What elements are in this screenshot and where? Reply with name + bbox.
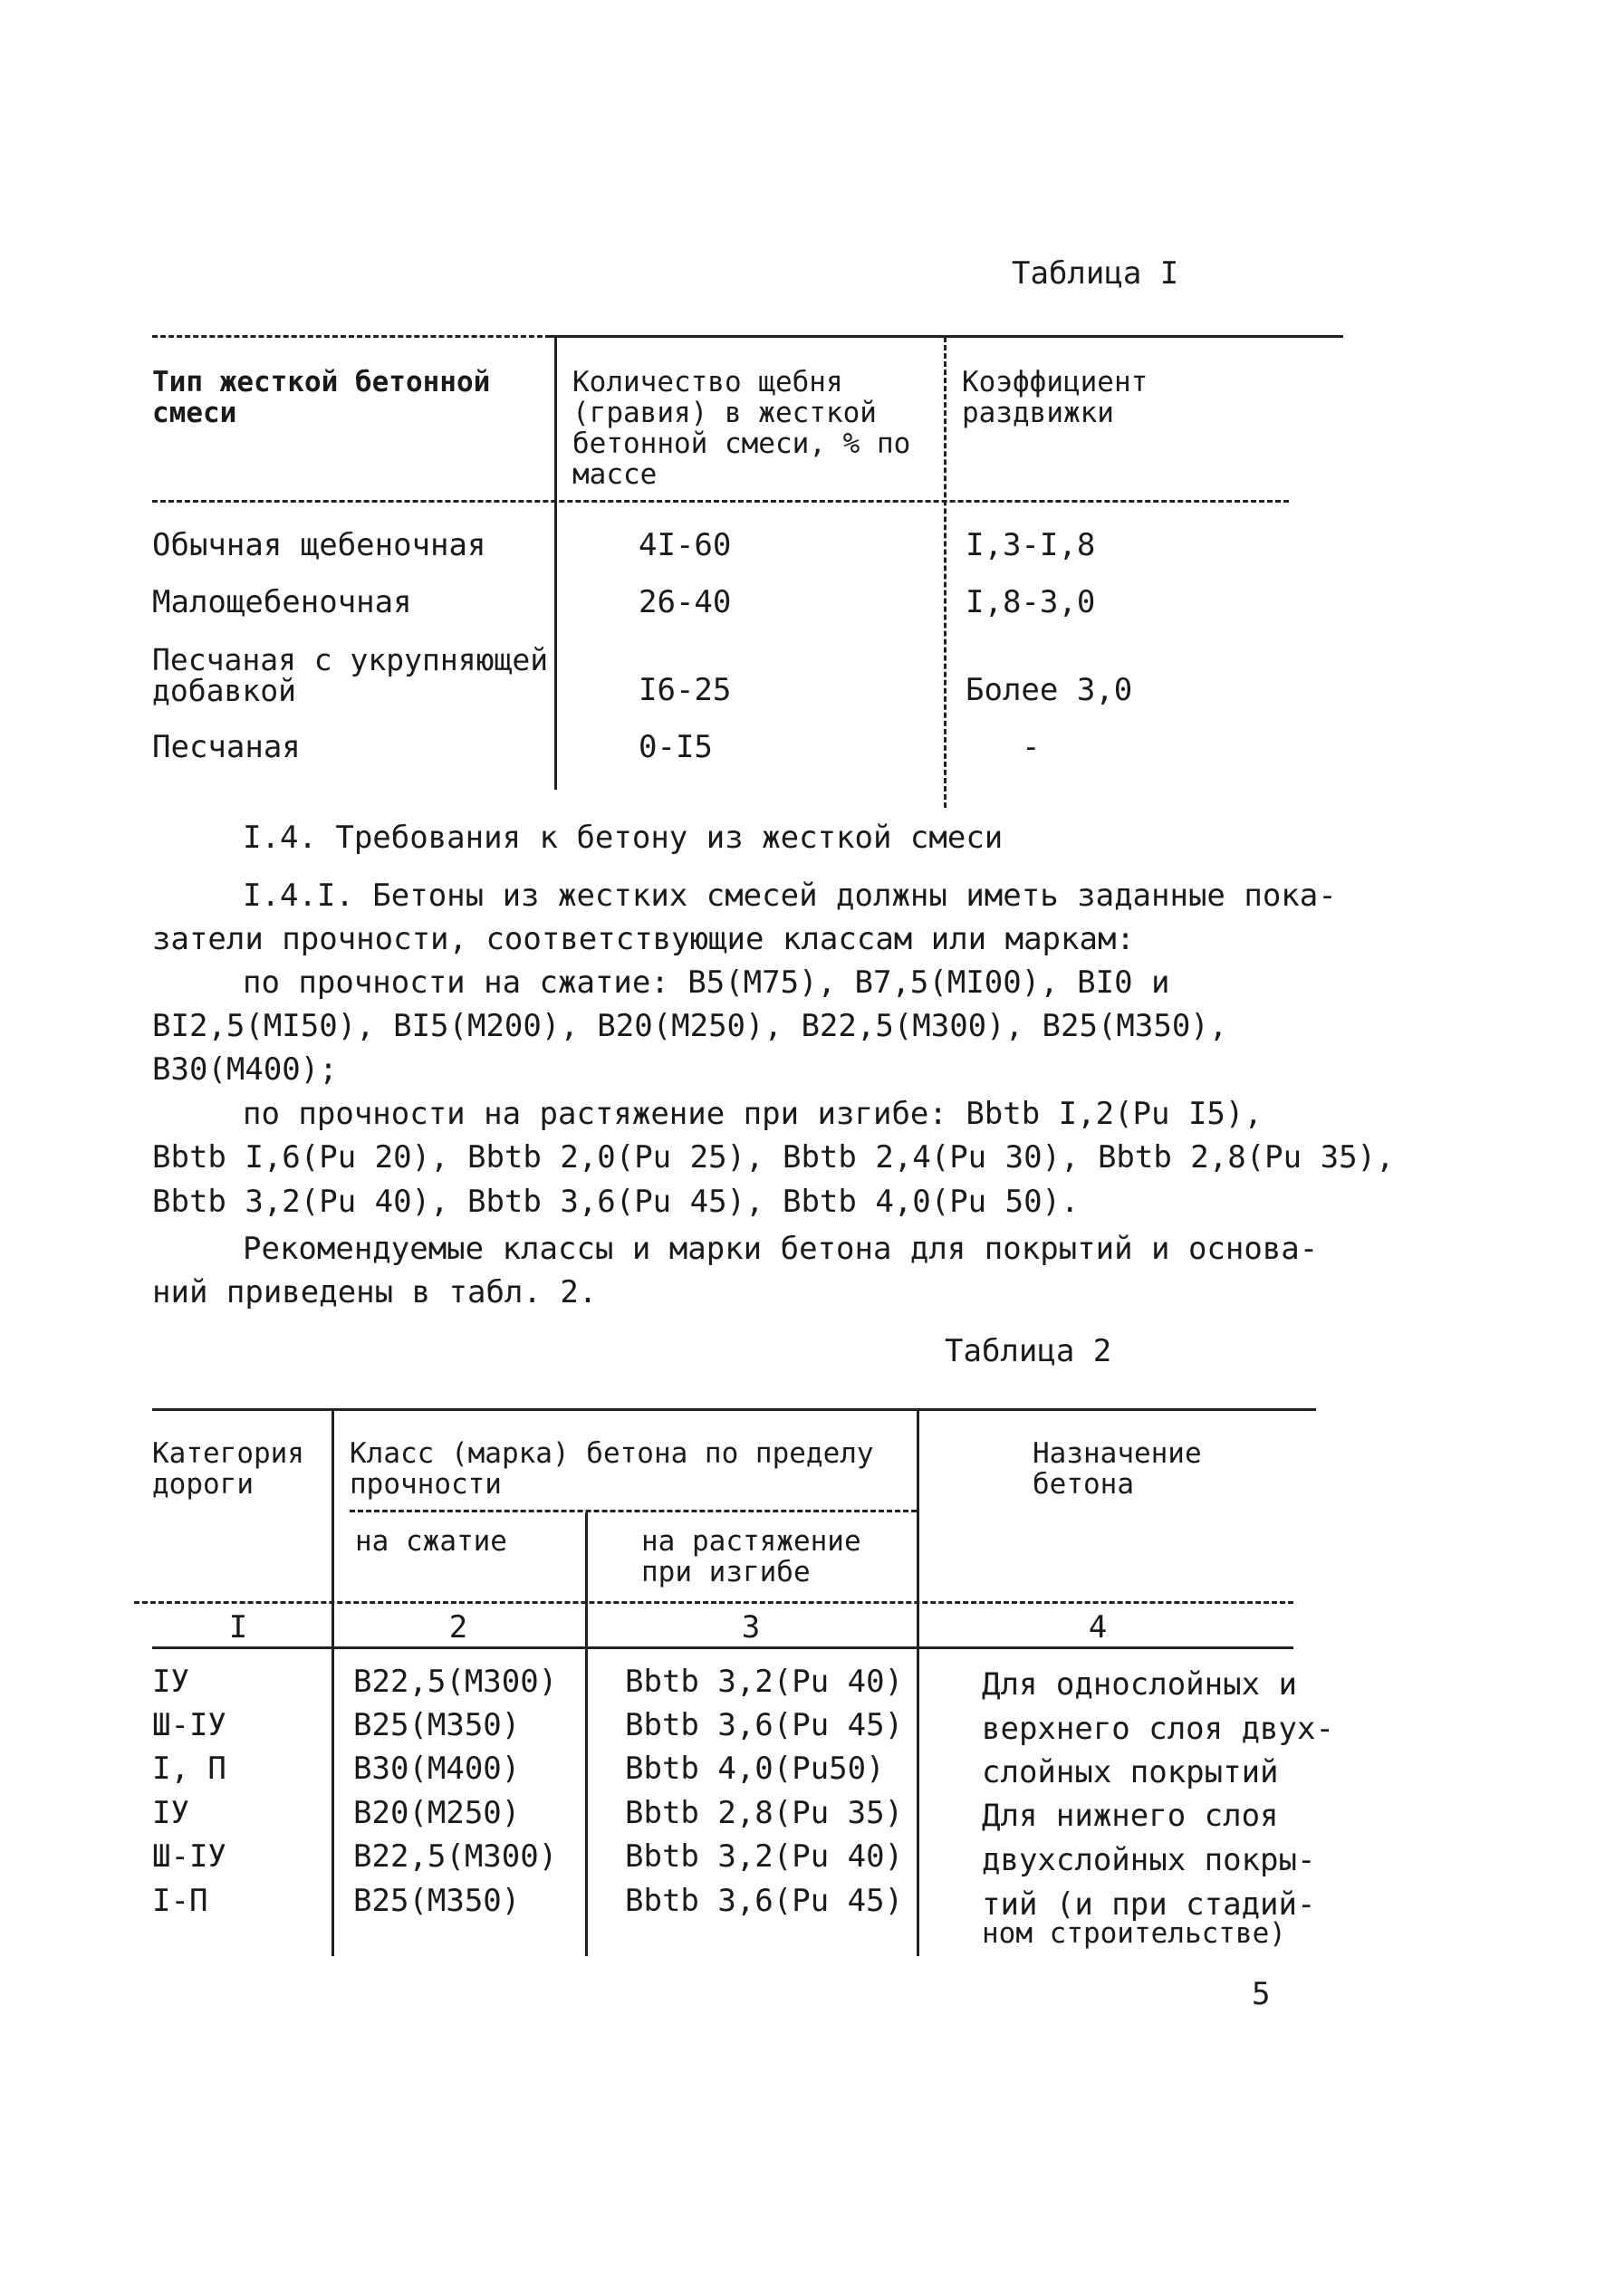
table2-row-5-tension: Вbtb 3,2(Рu 40) — [625, 1838, 904, 1875]
section-heading: I.4. Требования к бетону из жесткой смеси — [243, 820, 1004, 856]
paragraph-line-9: Рекомендуемые классы и марки бетона для покрытий и основа- — [243, 1231, 1319, 1267]
table2-header-class-group: Класс (марка) бетона по пределу прочности — [350, 1437, 874, 1501]
table2-purpose-line-4: Для нижнего слоя — [982, 1798, 1279, 1834]
table2-row-1-compression: В22,5(М300) — [353, 1664, 558, 1700]
table1-col-divider-2 — [944, 337, 947, 808]
table2-header-category: Категория дороги — [152, 1437, 304, 1501]
paragraph-line-3: по прочности на сжатие: В5(М75), В7,5(МI00), ВI0 и — [243, 964, 1170, 1001]
table2-top-rule — [152, 1408, 1316, 1411]
table1-row-3-amount: I6-25 — [639, 672, 732, 708]
table2-purpose-line-3: слойных покрытий — [982, 1754, 1279, 1790]
table2-col-divider-1 — [332, 1408, 334, 1956]
table1-caption: Таблица I — [1012, 255, 1179, 292]
table2-purpose-line-7: ном строительстве) — [982, 1917, 1286, 1950]
table1-row-3-coef: Более 3,0 — [966, 672, 1133, 708]
paragraph-line-1: I.4.I. Бетоны из жестких смесей должны иметь заданные пока- — [243, 878, 1337, 914]
page-number: 5 — [1252, 1976, 1271, 2012]
table1-row-1-type: Обычная щебеночная — [152, 527, 486, 563]
paragraph-line-6: по прочности на растяжение при изгибе: Вbtb I,2(Рu I5), — [243, 1096, 1263, 1132]
paragraph-line-5: В30(М400); — [152, 1051, 338, 1088]
table1-row-3-type: Песчаная с укрупняющей добавкой — [152, 642, 549, 708]
table2-row-5-category: Ш-IУ — [152, 1838, 226, 1875]
table2-row-1-category: IУ — [152, 1664, 189, 1700]
table2-row-3-tension: Вbtb 4,0(Рu50) — [625, 1751, 885, 1787]
table2-row-3-category: I, П — [152, 1751, 226, 1787]
table1-row-1-amount: 4I-60 — [639, 527, 732, 563]
table2-col-divider-3 — [917, 1408, 919, 1956]
table1-row-4-amount: 0-I5 — [639, 729, 713, 765]
table1-row-4-coef: - — [1022, 729, 1041, 765]
table1-row-1-coef: I,3-I,8 — [966, 527, 1096, 563]
table1-row-2-amount: 26-40 — [639, 584, 732, 620]
paragraph-line-7: Вbtb I,6(Рu 20), Вbtb 2,0(Рu 25), Вbtb 2,4(Рu 30), Вbtb 2,8(Рu 35), — [152, 1139, 1395, 1176]
table2-row-2-compression: В25(М350) — [353, 1707, 521, 1743]
table2-row-4-category: IУ — [152, 1795, 189, 1831]
table2-row-4-compression: В20(М250) — [353, 1795, 521, 1831]
table2-row-1-tension: Вbtb 3,2(Рu 40) — [625, 1664, 904, 1700]
table2-purpose-line-2: верхнего слоя двух- — [982, 1711, 1334, 1747]
paragraph-line-2: затели прочности, соответствующие классам или маркам: — [152, 921, 1135, 957]
table1-row-2-coef: I,8-3,0 — [966, 584, 1096, 620]
table2-colnum-4: 4 — [1088, 1609, 1108, 1646]
table2-header-purpose: Назначение бетона — [1033, 1437, 1202, 1501]
table1-header-amount: Количество щебня (гравия) в жесткой бетонной смеси, % по массе — [572, 366, 911, 491]
table2-purpose-line-5: двухслойных покры- — [982, 1842, 1316, 1878]
table2-row-6-tension: Вbtb 3,6(Рu 45) — [625, 1883, 904, 1919]
table1-col-divider-1 — [554, 337, 557, 790]
table2-purpose-line-6: тий (и при стадий- — [982, 1886, 1316, 1923]
table1-header-coef: Коэффициент раздвижки — [962, 366, 1148, 429]
table2-subheader-rule — [350, 1510, 917, 1512]
table2-header-tension: на растяжение при изгибе — [641, 1525, 861, 1588]
table2-row-6-compression: В25(М350) — [353, 1883, 521, 1919]
table2-col-divider-2 — [585, 1512, 588, 1956]
table2-header-compression: на сжатие — [355, 1525, 507, 1558]
table2-caption: Таблица 2 — [945, 1333, 1112, 1369]
table2-header-rule — [134, 1601, 1293, 1604]
table2-row-2-category: Ш-IУ — [152, 1707, 226, 1743]
table1-header-rule — [152, 500, 1289, 503]
table2-row-3-compression: В30(М400) — [353, 1751, 521, 1787]
table2-row-6-category: I-П — [152, 1883, 208, 1919]
table2-colnum-2: 2 — [448, 1609, 468, 1646]
paragraph-line-4: ВI2,5(МI50), ВI5(М200), В20(М250), В22,5(М300), В25(М350), — [152, 1008, 1228, 1044]
table2-row-5-compression: В22,5(М300) — [353, 1838, 558, 1875]
table1-top-rule — [152, 335, 551, 338]
table1-header-type: Тип жесткой бетонной смеси — [152, 366, 491, 429]
table2-purpose-line-1: Для однослойных и — [982, 1666, 1297, 1703]
table2-colnum-rule — [152, 1646, 1293, 1649]
paragraph-line-10: ний приведены в табл. 2. — [152, 1274, 598, 1310]
table2-colnum-1: I — [228, 1609, 248, 1646]
paragraph-line-8: Вbtb 3,2(Рu 40), Вbtb 3,6(Рu 45), Вbtb 4,0(Рu 50). — [152, 1184, 1080, 1220]
table1-top-rule-right — [551, 335, 1343, 338]
table2-row-2-tension: Вbtb 3,6(Рu 45) — [625, 1707, 904, 1743]
table1-row-2-type: Малощебеночная — [152, 584, 412, 620]
table1-row-4-type: Песчаная — [152, 729, 301, 765]
table2-row-4-tension: Вbtb 2,8(Рu 35) — [625, 1795, 904, 1831]
table2-colnum-3: 3 — [741, 1609, 761, 1646]
